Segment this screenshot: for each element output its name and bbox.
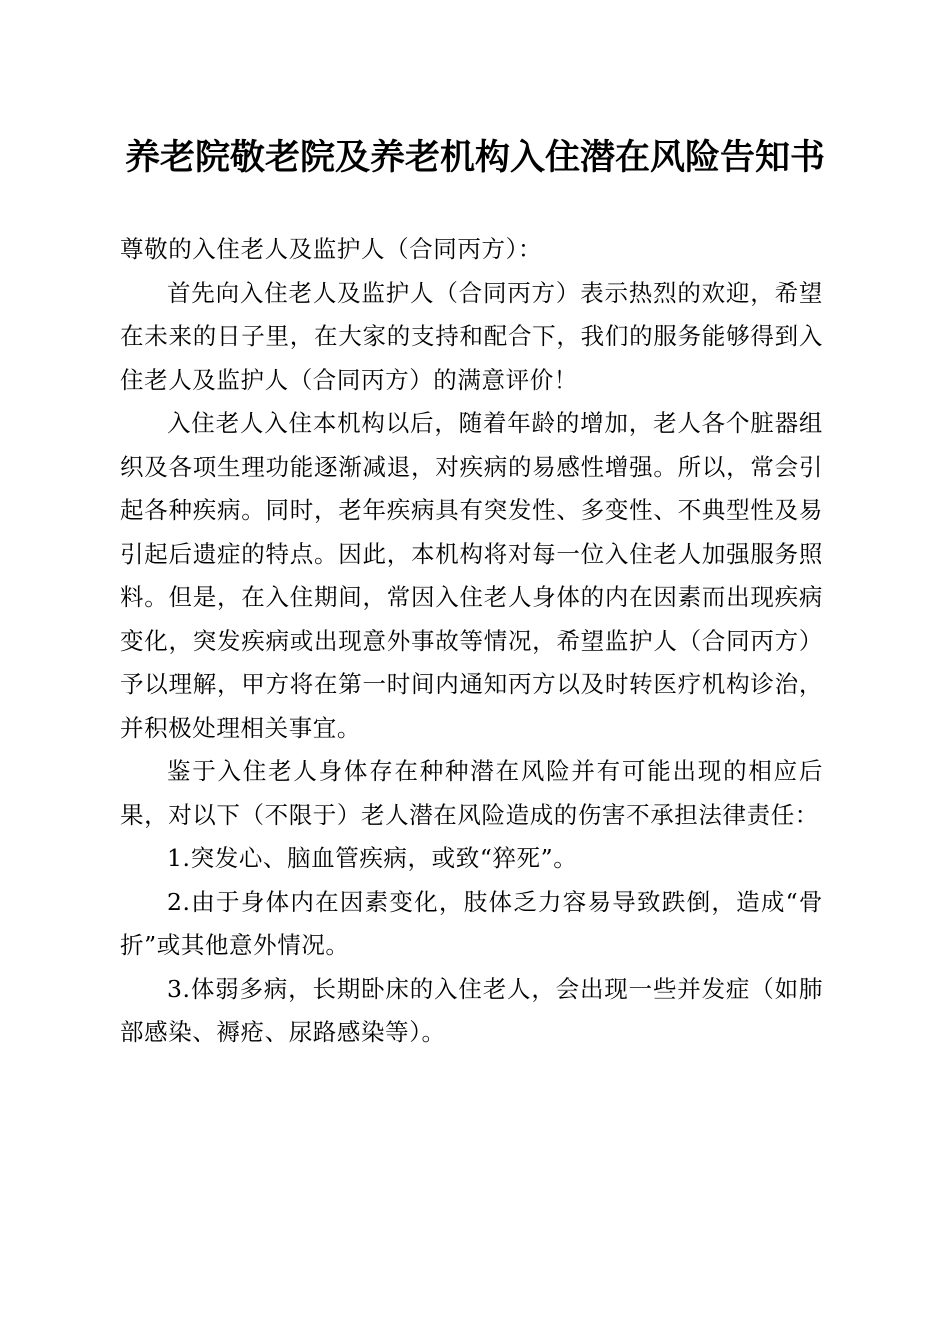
salutation: 尊敬的入住老人及监护人（合同丙方）： bbox=[120, 235, 543, 263]
list-item-sudden-disease: 1.突发心、脑血管疾病，或致“猝死”。 bbox=[167, 844, 578, 872]
list-item-complications: 3.体弱多病，长期卧床的入住老人，会出现一些并发症（如肺部感染、褥疮、尿路感染等）。 bbox=[120, 974, 823, 1046]
paragraph-welcome: 首先向入住老人及监护人（合同丙方）表示热烈的欢迎，希望在未来的日子里，在大家的支持和配合下，我们的服务能够得到入住老人及监护人（合同丙方）的满意评价！ bbox=[120, 278, 823, 394]
list-item-fall-fracture: 2.由于身体内在因素变化，肢体乏力容易导致跌倒，造成“骨折”或其他意外情况。 bbox=[120, 887, 823, 959]
paragraph-health-risks: 入住老人入住本机构以后，随着年龄的增加，老人各个脏器组织及各项生理功能逐渐减退，对疾病的易感性增强。所以，常会引起各种疾病。同时，老年疾病具有突发性、多变性、不典型性及易引起后遗症的特点。因此，本机构将对每一位入住老人加强服务照料。但是，在入住期间，常因入住老人身体的内在因素而出现疾病变化，突发疾病或出现意外事故等情况，希望监护人（合同丙方）予以理解，甲方将在第一时间内通知丙方以及时转医疗机构诊治，并积极处理相关事宜。 bbox=[120, 409, 823, 742]
document-body bbox=[120, 228, 823, 1055]
paragraph-liability: 鉴于入住老人身体存在种种潜在风险并有可能出现的相应后果，对以下（不限于）老人潜在风险造成的伤害不承担法律责任： bbox=[120, 757, 823, 829]
document-title: 养老院敬老院及养老机构入住潜在风险告知书 bbox=[124, 137, 825, 178]
